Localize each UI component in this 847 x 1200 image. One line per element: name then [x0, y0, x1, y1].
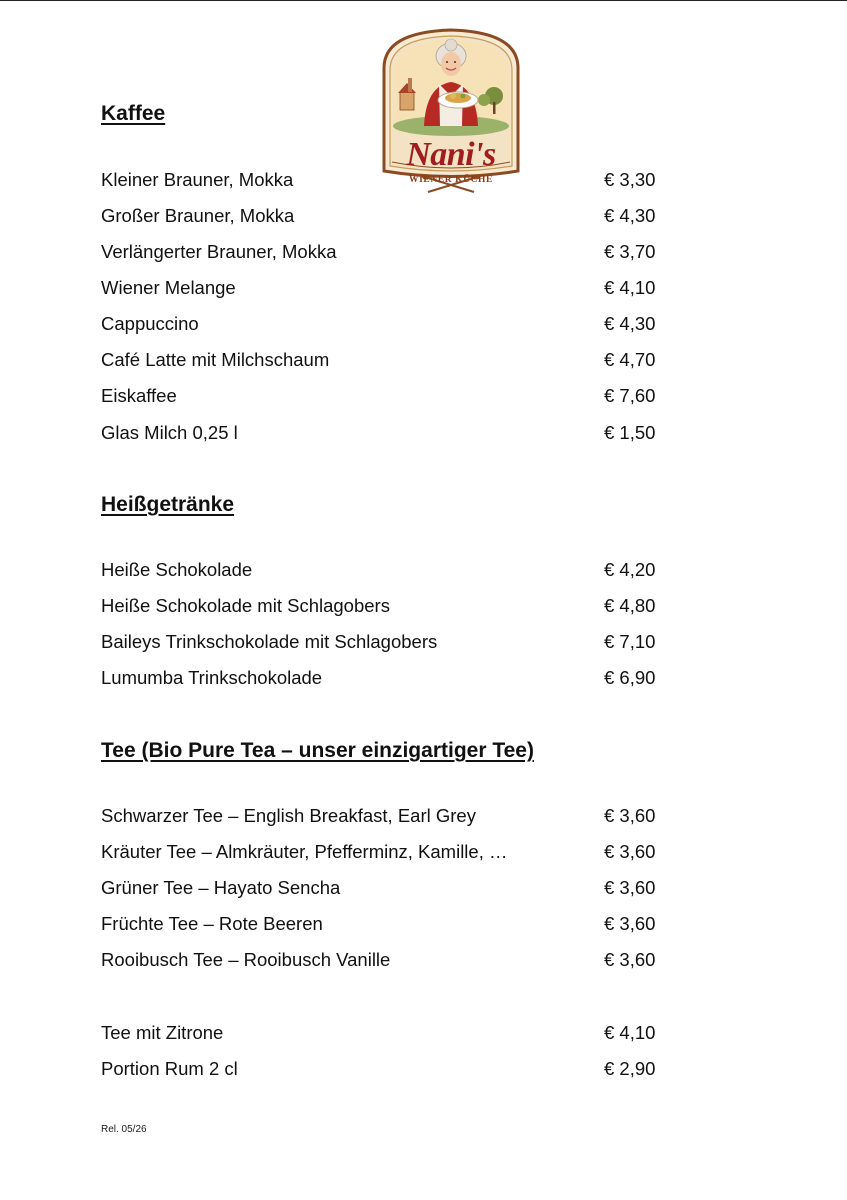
menu-item: [101, 346, 663, 374]
menu-item-name: Baileys Trinkschokolade mit Schlagobers: [101, 631, 438, 652]
menu-item-name: Früchte Tee – Rote Beeren: [101, 913, 323, 934]
menu-item-price: € 7,60: [604, 385, 656, 406]
menu-item-name: Grüner Tee – Hayato Sencha: [101, 877, 341, 898]
release-note: Rel. 05/26: [101, 1124, 147, 1135]
menu-item: [101, 664, 663, 692]
section-title-heissgetraenke: Heißgetränke: [101, 493, 235, 516]
menu-item-name: Heiße Schokolade mit Schlagobers: [101, 595, 390, 616]
menu-item-name: Schwarzer Tee – English Breakfast, Earl Grey: [101, 805, 476, 826]
menu-item: [101, 592, 663, 620]
menu-item: [101, 1055, 663, 1083]
menu-item: [101, 874, 663, 902]
menu-item-price: € 1,50: [604, 422, 656, 443]
menu-item-price: € 4,80: [604, 595, 656, 616]
menu-item-price: € 3,60: [604, 949, 656, 970]
menu-item-name: Kleiner Brauner, Mokka: [101, 169, 294, 190]
menu-item-name: Wiener Melange: [101, 277, 236, 298]
menu-item-price: € 4,30: [604, 205, 656, 226]
menu-item: [101, 274, 663, 302]
menu-item-name: Cappuccino: [101, 313, 199, 334]
menu-item-price: € 3,70: [604, 241, 656, 262]
menu-item-price: € 3,60: [604, 841, 656, 862]
menu-item: [101, 202, 663, 230]
section-title-kaffee: Kaffee: [101, 102, 166, 125]
menu-item: [101, 166, 663, 194]
menu-item-price: € 4,70: [604, 349, 656, 370]
menu-item-name: Kräuter Tee – Almkräuter, Pfefferminz, Kamille, …: [101, 841, 508, 862]
logo-name-text: Nani's: [406, 136, 496, 173]
menu-item-name: Portion Rum 2 cl: [101, 1058, 238, 1079]
menu-item-name: Glas Milch 0,25 l: [101, 422, 238, 443]
menu-item-price: € 4,10: [604, 1022, 656, 1043]
menu-item: [101, 419, 663, 447]
menu-item-price: € 6,90: [604, 667, 656, 688]
menu-item: [101, 556, 663, 584]
menu-item-name: Rooibusch Tee – Rooibusch Vanille: [101, 949, 391, 970]
menu-item-price: € 3,60: [604, 877, 656, 898]
menu-item: [101, 382, 663, 410]
menu-item: [101, 310, 663, 338]
menu-item-name: Lumumba Trinkschokolade: [101, 667, 323, 688]
menu-item: [101, 628, 663, 656]
menu-item-price: € 3,60: [604, 913, 656, 934]
menu-item: [101, 238, 663, 266]
menu-item-price: € 4,10: [604, 277, 656, 298]
menu-item-name: Café Latte mit Milchschaum: [101, 349, 330, 370]
menu-item-price: € 4,30: [604, 313, 656, 334]
menu-item: [101, 838, 663, 866]
menu-item-price: € 4,20: [604, 559, 656, 580]
menu-item: [101, 946, 663, 974]
menu-item: [101, 802, 663, 830]
menu-item-name: Großer Brauner, Mokka: [101, 205, 295, 226]
page-top-border: [0, 0, 847, 1]
section-title-tee: Tee (Bio Pure Tea – unser einzigartiger Tee): [101, 739, 534, 762]
menu-item: [101, 910, 663, 938]
menu-item: [101, 1019, 663, 1047]
menu-item-name: Eiskaffee: [101, 385, 177, 406]
menu-item-name: Heiße Schokolade: [101, 559, 253, 580]
menu-item-price: € 3,30: [604, 169, 656, 190]
menu-item-name: Verlängerter Brauner, Mokka: [101, 241, 337, 262]
menu-item-price: € 2,90: [604, 1058, 656, 1079]
menu-item-price: € 3,60: [604, 805, 656, 826]
menu-item-price: € 7,10: [604, 631, 656, 652]
logo-subtitle-text: WIENER KÜCHE: [408, 175, 493, 185]
menu-item-name: Tee mit Zitrone: [101, 1022, 224, 1043]
